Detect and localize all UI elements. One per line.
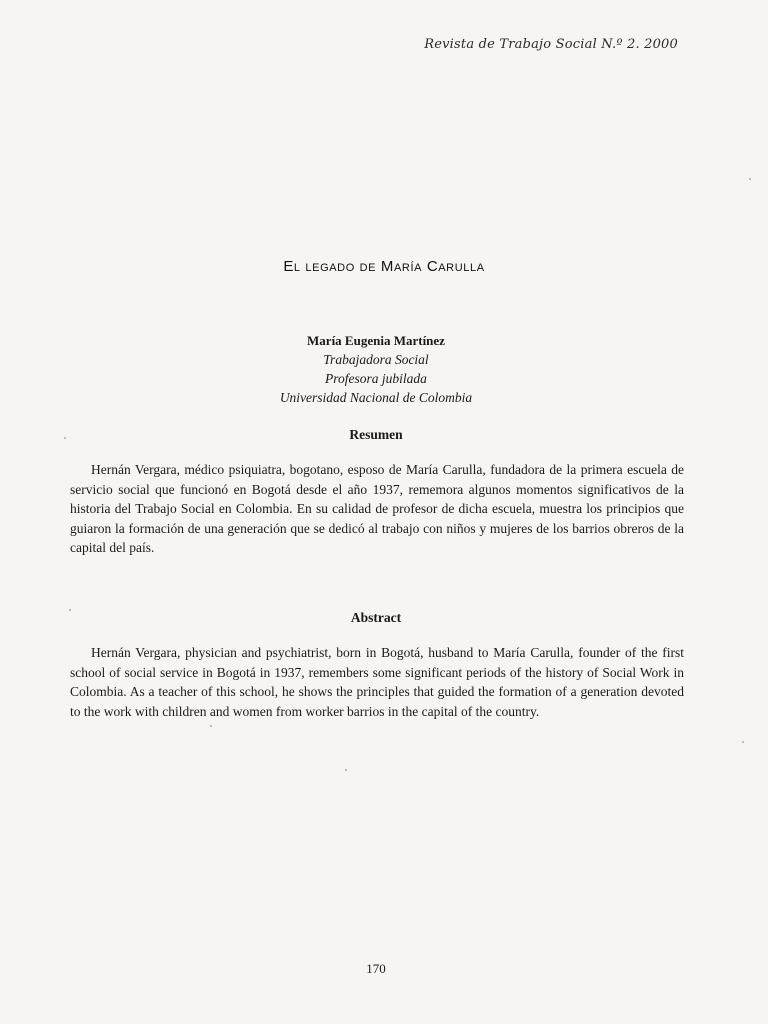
- author-name: María Eugenia Martínez: [307, 333, 445, 348]
- article-title: El legado de María Carulla: [283, 258, 485, 275]
- scan-speck: [749, 178, 751, 180]
- abstract-heading: Abstract: [350, 610, 402, 625]
- resumen-body: Hernán Vergara, médico psiquiatra, bogotano, esposo de María Carulla, fundadora de la primera escuela de servicio social que funcionó en Bogotá desde el año 1937, rememora algunos momentos significativos de la historia del Trabajo Social en Colombia. En su calidad de profesor de dicha escuela, muestra los principios que guiaron la formación de una generación que se dedicó al trabajo con niños y mujeres de los barrios obreros de la capital del país.: [70, 462, 684, 556]
- author-status: Profesora jubilada: [325, 371, 427, 386]
- page-number: 170: [366, 961, 386, 976]
- resumen-heading: Resumen: [349, 427, 403, 442]
- abstract-body: Hernán Vergara, physician and psychiatrist, born in Bogotá, husband to María Carulla, founder of the first school of social service in Bogotá in 1937, remembers some significant periods of the history of Social Work in Colombia. As a teacher of this school, he shows the principles that guided the formation of a generation devoted to the work with children and women from worker barrios in the capital of the country.: [70, 645, 684, 719]
- author-institution: Universidad Nacional de Colombia: [279, 390, 473, 405]
- scan-speck: [345, 769, 347, 771]
- scan-speck: [210, 725, 212, 727]
- scan-speck: [64, 437, 66, 439]
- author-role: Trabajadora Social: [323, 352, 429, 367]
- author-block: [0, 331, 752, 407]
- scan-speck: [69, 609, 71, 611]
- scan-speck: [742, 741, 744, 743]
- journal-header: Revista de Trabajo Social N.º 2. 2000: [424, 37, 678, 52]
